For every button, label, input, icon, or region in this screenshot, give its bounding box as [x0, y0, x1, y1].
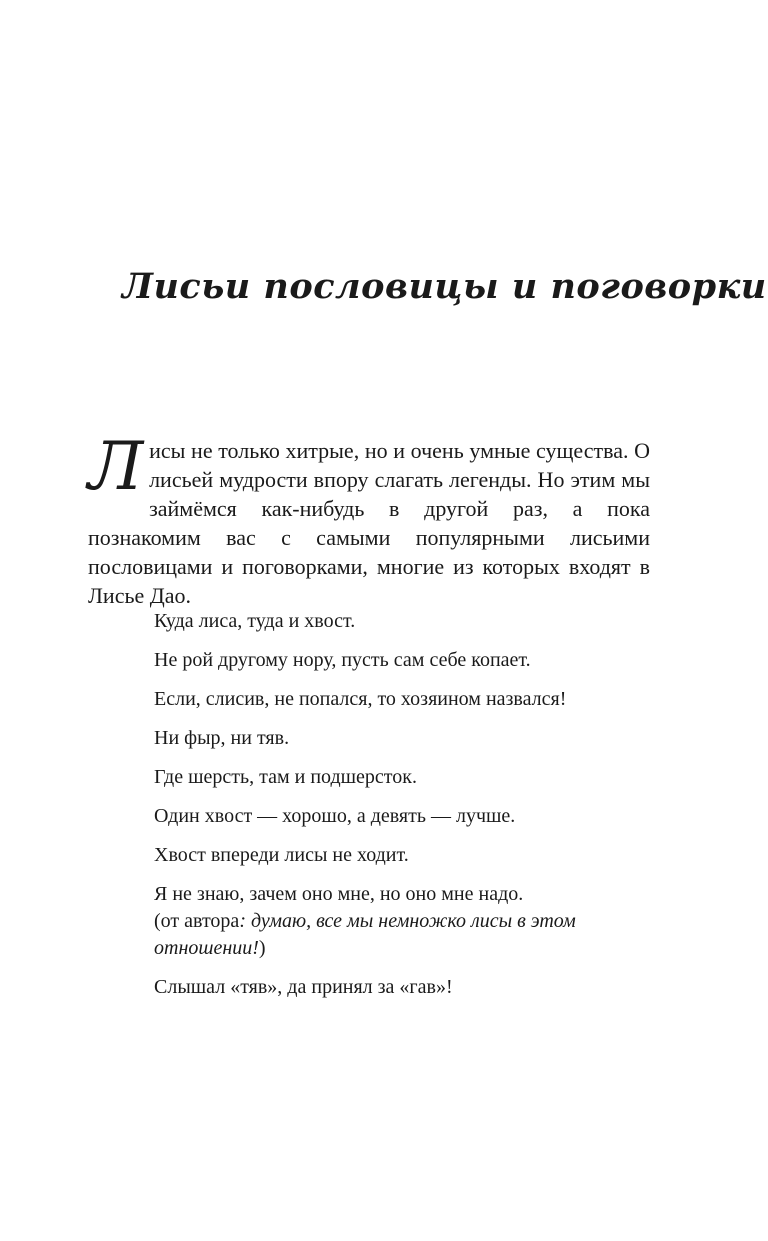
intro-text: исы не только хитрые, но и очень умные существа. О лисьей мудрости впору слагать легенды. Но этим мы займёмся как-нибудь в другой раз, а пока познакомим вас с самыми популярными лисьими пословицами и поговорками, многие из которых входят в Лисье Дао.: [88, 438, 650, 608]
intro-paragraph: [88, 428, 650, 610]
proverb-item-with-note: [154, 881, 654, 962]
proverb-item: Один хвост — хорошо, а девять — лучше.: [154, 805, 516, 827]
proverb-item: Хвост впереди лисы не ходит.: [154, 844, 409, 866]
drop-cap: Л: [88, 428, 144, 505]
author-note-open: (от автора: [154, 910, 240, 932]
proverb-item: Если, слисив, не попался, то хозяином назвался!: [154, 688, 567, 710]
proverb-item: Слышал «тяв», да принял за «гав»!: [154, 976, 453, 998]
proverb-item: Где шерсть, там и подшерсток.: [154, 766, 417, 788]
author-note-italic: : думаю, все мы немножко лисы в этом отношении!: [154, 910, 576, 959]
proverb-item: Не рой другому нору, пусть сам себе копает.: [154, 649, 531, 671]
author-note: [154, 908, 654, 962]
author-note-close: ): [258, 937, 266, 959]
proverb-text: Я не знаю, зачем оно мне, но оно мне надо.: [154, 883, 524, 905]
proverb-item: Ни фыр, ни тяв.: [154, 727, 290, 749]
proverb-item: Куда лиса, туда и хвост.: [154, 610, 356, 632]
chapter-title: Лисьи пословицы и поговорки: [122, 266, 767, 308]
proverbs-list: [154, 608, 654, 1013]
